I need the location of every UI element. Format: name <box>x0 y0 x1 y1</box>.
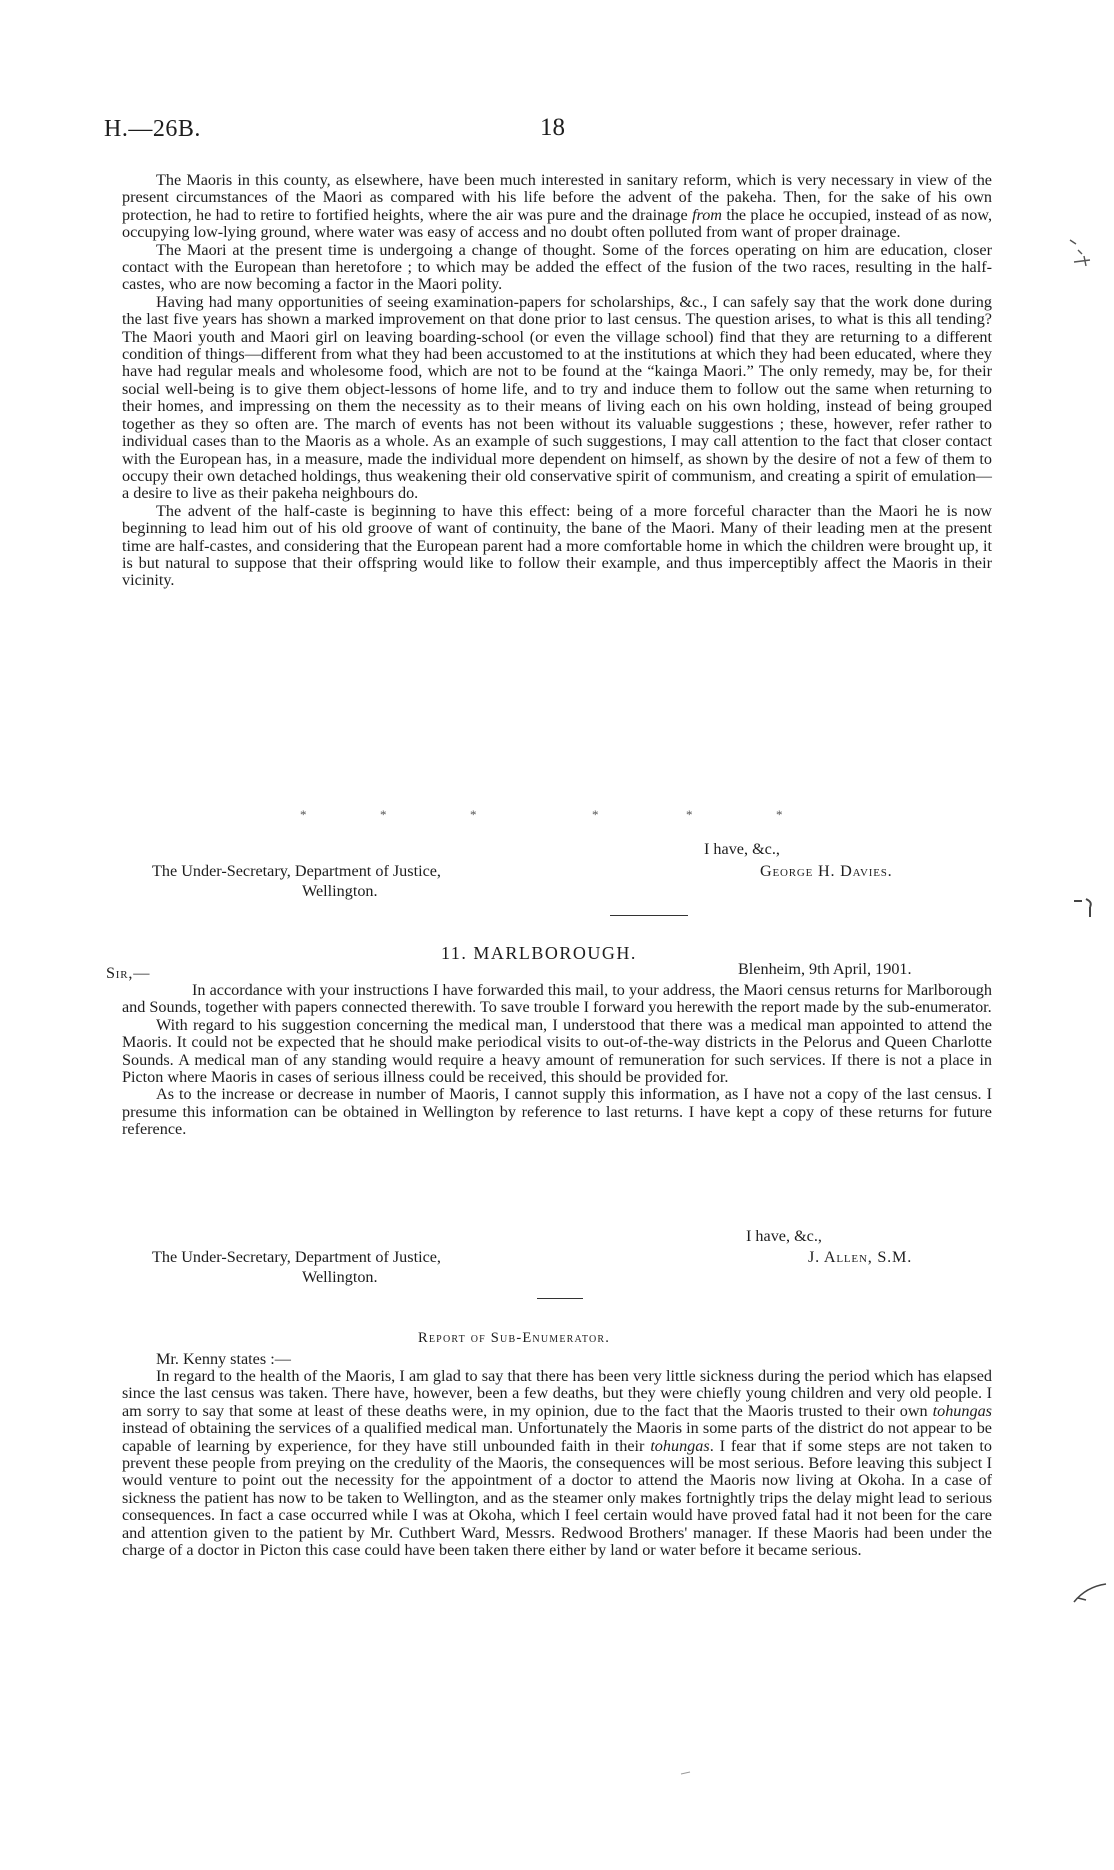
asterisk: * <box>380 807 387 822</box>
margin-mark-icon <box>1064 230 1094 280</box>
margin-mark-icon <box>680 1770 692 1776</box>
paragraph-examination-papers: Having had many opportunities of seeing examination-papers for scholarships, &c., I can safely say that the work done during the last five years has shown a marked improvement on that done prior to last census. The question arises, to what is this all tending? The Maori youth and Maori girl on leaving boarding-school (or even the village school) find that they are returning to a different condition of things—different from what they had been accustomed to at the institutions at which they had been educated, where they have had regular meals and wholesome food, which are not to be found at the “kainga Maori.” The only remedy, may be, for their social well-being is to give them object-lessons of home life, and to try and induce them to follow out the same when returning to their homes, and impressing on them the necessity as to their means of living each on his own holding, instead of being grouped together as they so often are. The march of events has not been without its valuable suggestions ; these, however, refer rather to individual cases than to the Maoris as a whole. As an example of such suggestions, I may call attention to the fact that closer contact with the European has, in a measure, made the individual more dependent on himself, as shown by the desire of not a few of them to occupy their own detached holdings, thus weakening their old conservative spirit of communism, and creating a spirit of emulation—a desire to live as their pakeha neighbours do. <box>122 292 992 503</box>
signature-allen: J. Allen, S.M. <box>808 1248 913 1266</box>
page-number: 18 <box>540 114 565 141</box>
paragraph-health-of-maoris: In regard to the health of the Maoris, I am glad to say that there has been very little sickness during the period which has elapsed since the last census was taken. There have, however, been a few deaths, but they were chiefly young children and very old people. I am sorry to say that some at least of these deaths were, in my opinion, due to the fact that the Maoris trusted to their own tohungas instead of obtaining the services of a qualified medical man. Unfortunately the Maoris in some parts of the district do not appear to be capable of learning by experience, for they have still unbounded faith in their tohungas. I fear that if some steps are not taken to prevent these people from preying on the credulity of the Maoris, the consequences will be most serious. Before leaving this subject I would venture to point out the necessity for the appointment of a doctor to attend the Maoris now living at Okoha. In a case of sickness the patient has now to be taken to Wellington, and as the steamer only makes fortnightly trips the delay might lead to serious consequences. In fact a case occurred while I was at Okoha, which I feel certain would have proved fatal had it not been for the care and attention given to the patient by Mr. Cuthbert Ward, Messrs. Redwood Brothers' manager. If these Maoris had been under the charge of a doctor in Picton this case could have been taken there either by land or water before it became serious. <box>122 1367 992 1560</box>
section-marlborough-body <box>122 982 992 1139</box>
paragraph-increase-decrease: As to the increase or decrease in number of Maoris, I cannot supply this information, as I have not a copy of the last census. I presume this information can be obtained in Wellington by reference to last returns. I have kept a copy of these returns for future reference. <box>122 1085 992 1139</box>
margin-mark-icon <box>1070 1580 1110 1610</box>
asterisk: * <box>776 807 783 822</box>
closing-allen: I have, &c., <box>746 1227 822 1245</box>
signature-davies: George H. Davies. <box>760 862 893 880</box>
report-title: Report of Sub-Enumerator. <box>418 1330 611 1346</box>
document-reference: H.—26B. <box>104 116 201 142</box>
paragraph-sanitary-reform: The Maoris in this county, as elsewhere, have been much interested in sanitary reform, which is very necessary in view of the present circumstances of the Maori as compared with his life before the advent of the pakeha. Then, for the sake of his own protection, he had to retire to fortified heights, where the air was pure and the drainage from the place he occupied, instead of as now, occupying low-lying ground, where water was easy of access and no doubt often polluted from want of proper drainage. <box>122 171 992 242</box>
closing-davies: I have, &c., <box>704 840 780 858</box>
asterisk: * <box>592 807 599 822</box>
asterisk: * <box>470 807 477 822</box>
asterisk: * <box>686 807 693 822</box>
margin-mark-icon <box>1072 895 1102 925</box>
addressee-davies-line1: The Under-Secretary, Department of Justice, <box>152 862 441 880</box>
section-report-body <box>122 1368 992 1559</box>
dateline: Blenheim, 9th April, 1901. <box>738 960 912 978</box>
salutation: Sir,— <box>106 964 151 982</box>
paragraph-change-of-thought: The Maori at the present time is undergoing a change of thought. Some of the forces operating on him are education, closer contact with the European than heretofore ; to which may be added the effect of the fusion of the two races, resulting in the half-castes, who are now becoming a factor in the Maori polity. <box>122 240 992 294</box>
paragraph-medical-man: With regard to his suggestion concerning the medical man, I understood that there was a medical man appointed to attend the Maoris. It could not be expected that he should make periodical visits to out-of-the-way districts in the Pelorus and Queen Charlotte Sounds. A medical man of any standing would require a heavy amount of remuneration for such services. If there is not a place in Picton where Maoris in cases of serious illness could be received, this should be provided for. <box>122 1015 992 1087</box>
paragraph-half-caste: The advent of the half-caste is beginning to have this effect: being of a more forceful character than the Maori he is now beginning to lead him out of his old groove of want of continuity, the bane of the Maori. Many of their leading men at the present time are half-castes, and considering that the European parent had a more comfortable home in which the children were brought up, it is but natural to suppose that their offspring would like to follow their example, and thus imperceptibly affect the Maoris in their vicinity. <box>122 501 992 590</box>
asterisk: * <box>300 807 307 822</box>
paragraph-census-returns: In accordance with your instructions I have forwarded this mail, to your address, the Maori census returns for Marlborough and Sounds, together with papers connected therewith. To save trouble I forward you herewith the report made by the sub-enumerator. <box>122 981 992 1017</box>
section-divider <box>610 915 688 916</box>
addressee-allen-line1: The Under-Secretary, Department of Justice, <box>152 1248 441 1266</box>
section-title-marlborough: 11. MARLBOROUGH. <box>441 943 637 963</box>
report-intro: Mr. Kenny states :— <box>156 1350 291 1368</box>
section-davies-body <box>122 172 992 590</box>
addressee-allen-line2: Wellington. <box>302 1268 378 1286</box>
addressee-davies-line2: Wellington. <box>302 882 378 900</box>
section-divider <box>537 1298 583 1299</box>
